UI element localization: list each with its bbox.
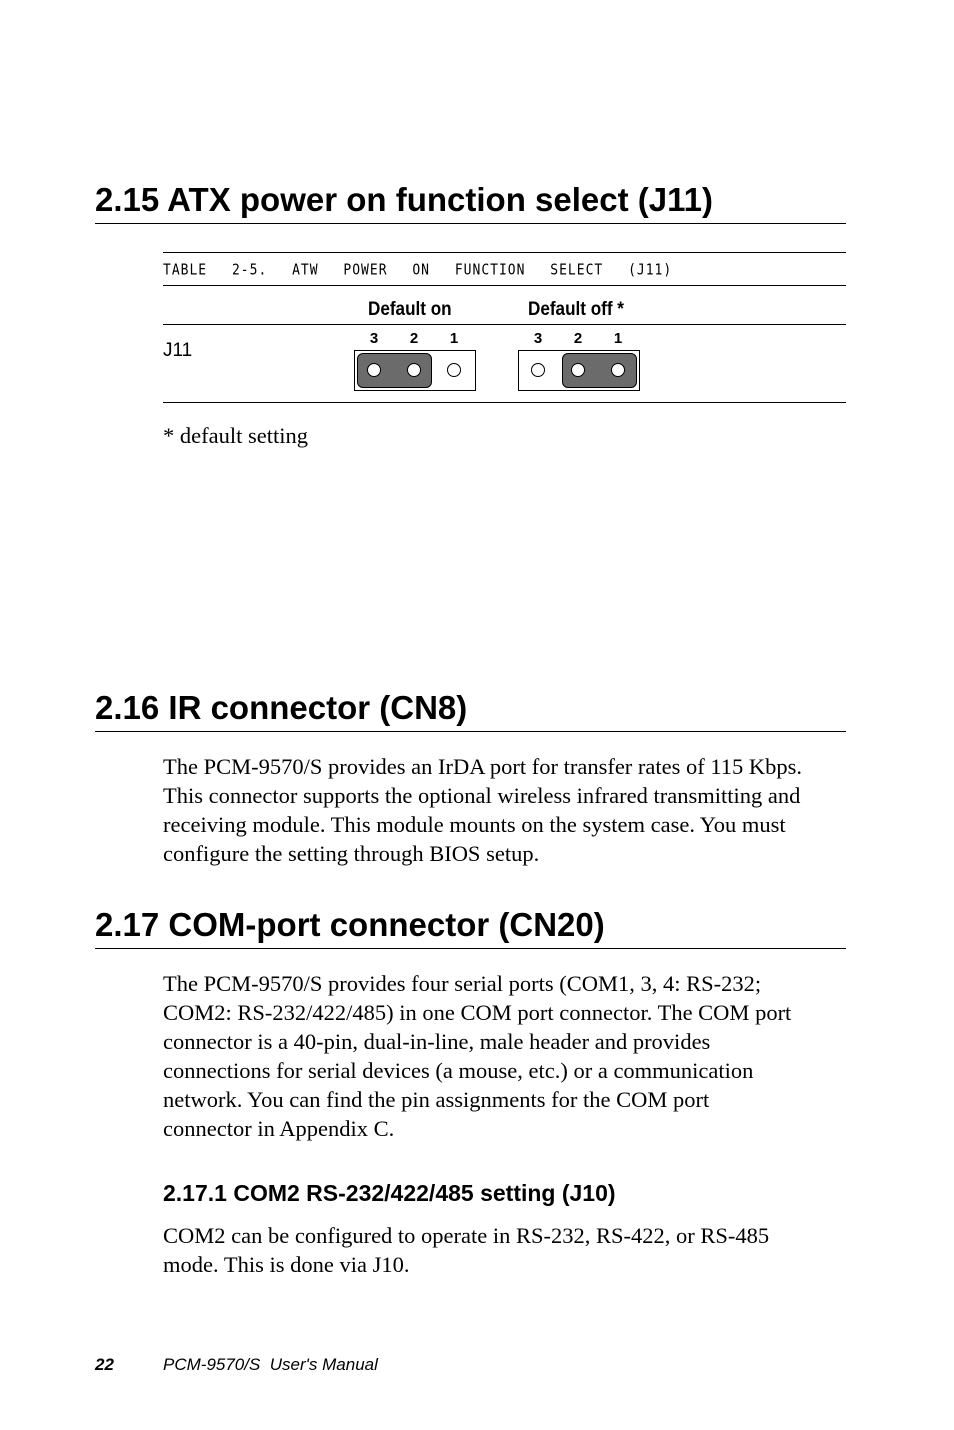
row-label-j11: J11 bbox=[163, 340, 193, 361]
pin-label-3: 3 bbox=[533, 330, 543, 347]
section-2-17-1-paragraph: COM2 can be configured to operate in RS-232, RS-422, or RS-485 mode. This is done via J10. bbox=[163, 1223, 770, 1277]
pin-1-icon bbox=[447, 363, 461, 377]
default-setting-note: * default setting bbox=[163, 423, 308, 448]
table-caption: TABLE 2-5. ATW POWER ON FUNCTION SELECT (J11) bbox=[163, 262, 673, 280]
column-header-default-off: Default off * bbox=[528, 299, 624, 320]
pin-2-icon bbox=[571, 363, 585, 377]
pin-3-icon bbox=[531, 363, 545, 377]
column-header-default-on: Default on bbox=[368, 299, 452, 320]
section-2-16-paragraph: The PCM-9570/S provides an IrDA port for transfer rates of 115 Kbps. This connector supports the optional wireless infrared transmitting and receiving module. This module mounts on the system case. You must configure the setting through BIOS setup. bbox=[163, 754, 803, 866]
table-caption-rule bbox=[163, 285, 846, 286]
section-2-16-heading: 2.16 IR connector (CN8) bbox=[95, 689, 468, 726]
pin-2-icon bbox=[407, 363, 421, 377]
pin-label-1: 1 bbox=[449, 330, 459, 347]
manual-title: PCM-9570/S User's Manual bbox=[163, 1355, 378, 1374]
pin-label-2: 2 bbox=[573, 330, 583, 347]
section-2-17-paragraph: The PCM-9570/S provides four serial ports (COM1, 3, 4: RS-232; COM2: RS-232/422/485) in one COM port connector. The COM port connector is a 40-pin, dual-in-line, male header and provides connections for serial devices (a mouse, etc.) or a communication network. You can find the pin assignments for the COM port connector in Appendix C. bbox=[163, 971, 792, 1141]
heading-rule bbox=[95, 731, 846, 732]
section-2-17-heading: 2.17 COM-port connector (CN20) bbox=[95, 906, 605, 943]
table-top-rule bbox=[163, 252, 846, 253]
heading-rule bbox=[95, 948, 846, 949]
table-bottom-rule bbox=[163, 402, 846, 403]
pin-label-3: 3 bbox=[369, 330, 379, 347]
table-header-rule bbox=[163, 324, 846, 325]
pin-1-icon bbox=[611, 363, 625, 377]
page-number: 22 bbox=[95, 1355, 114, 1374]
pin-label-1: 1 bbox=[613, 330, 623, 347]
jumper-default-on bbox=[354, 330, 476, 392]
jumper-default-off bbox=[518, 330, 640, 392]
heading-rule bbox=[95, 223, 846, 224]
section-2-15-heading: 2.15 ATX power on function select (J11) bbox=[95, 181, 713, 218]
pin-label-2: 2 bbox=[409, 330, 419, 347]
pin-3-icon bbox=[367, 363, 381, 377]
section-2-17-1-heading: 2.17.1 COM2 RS-232/422/485 setting (J10) bbox=[163, 1180, 616, 1206]
